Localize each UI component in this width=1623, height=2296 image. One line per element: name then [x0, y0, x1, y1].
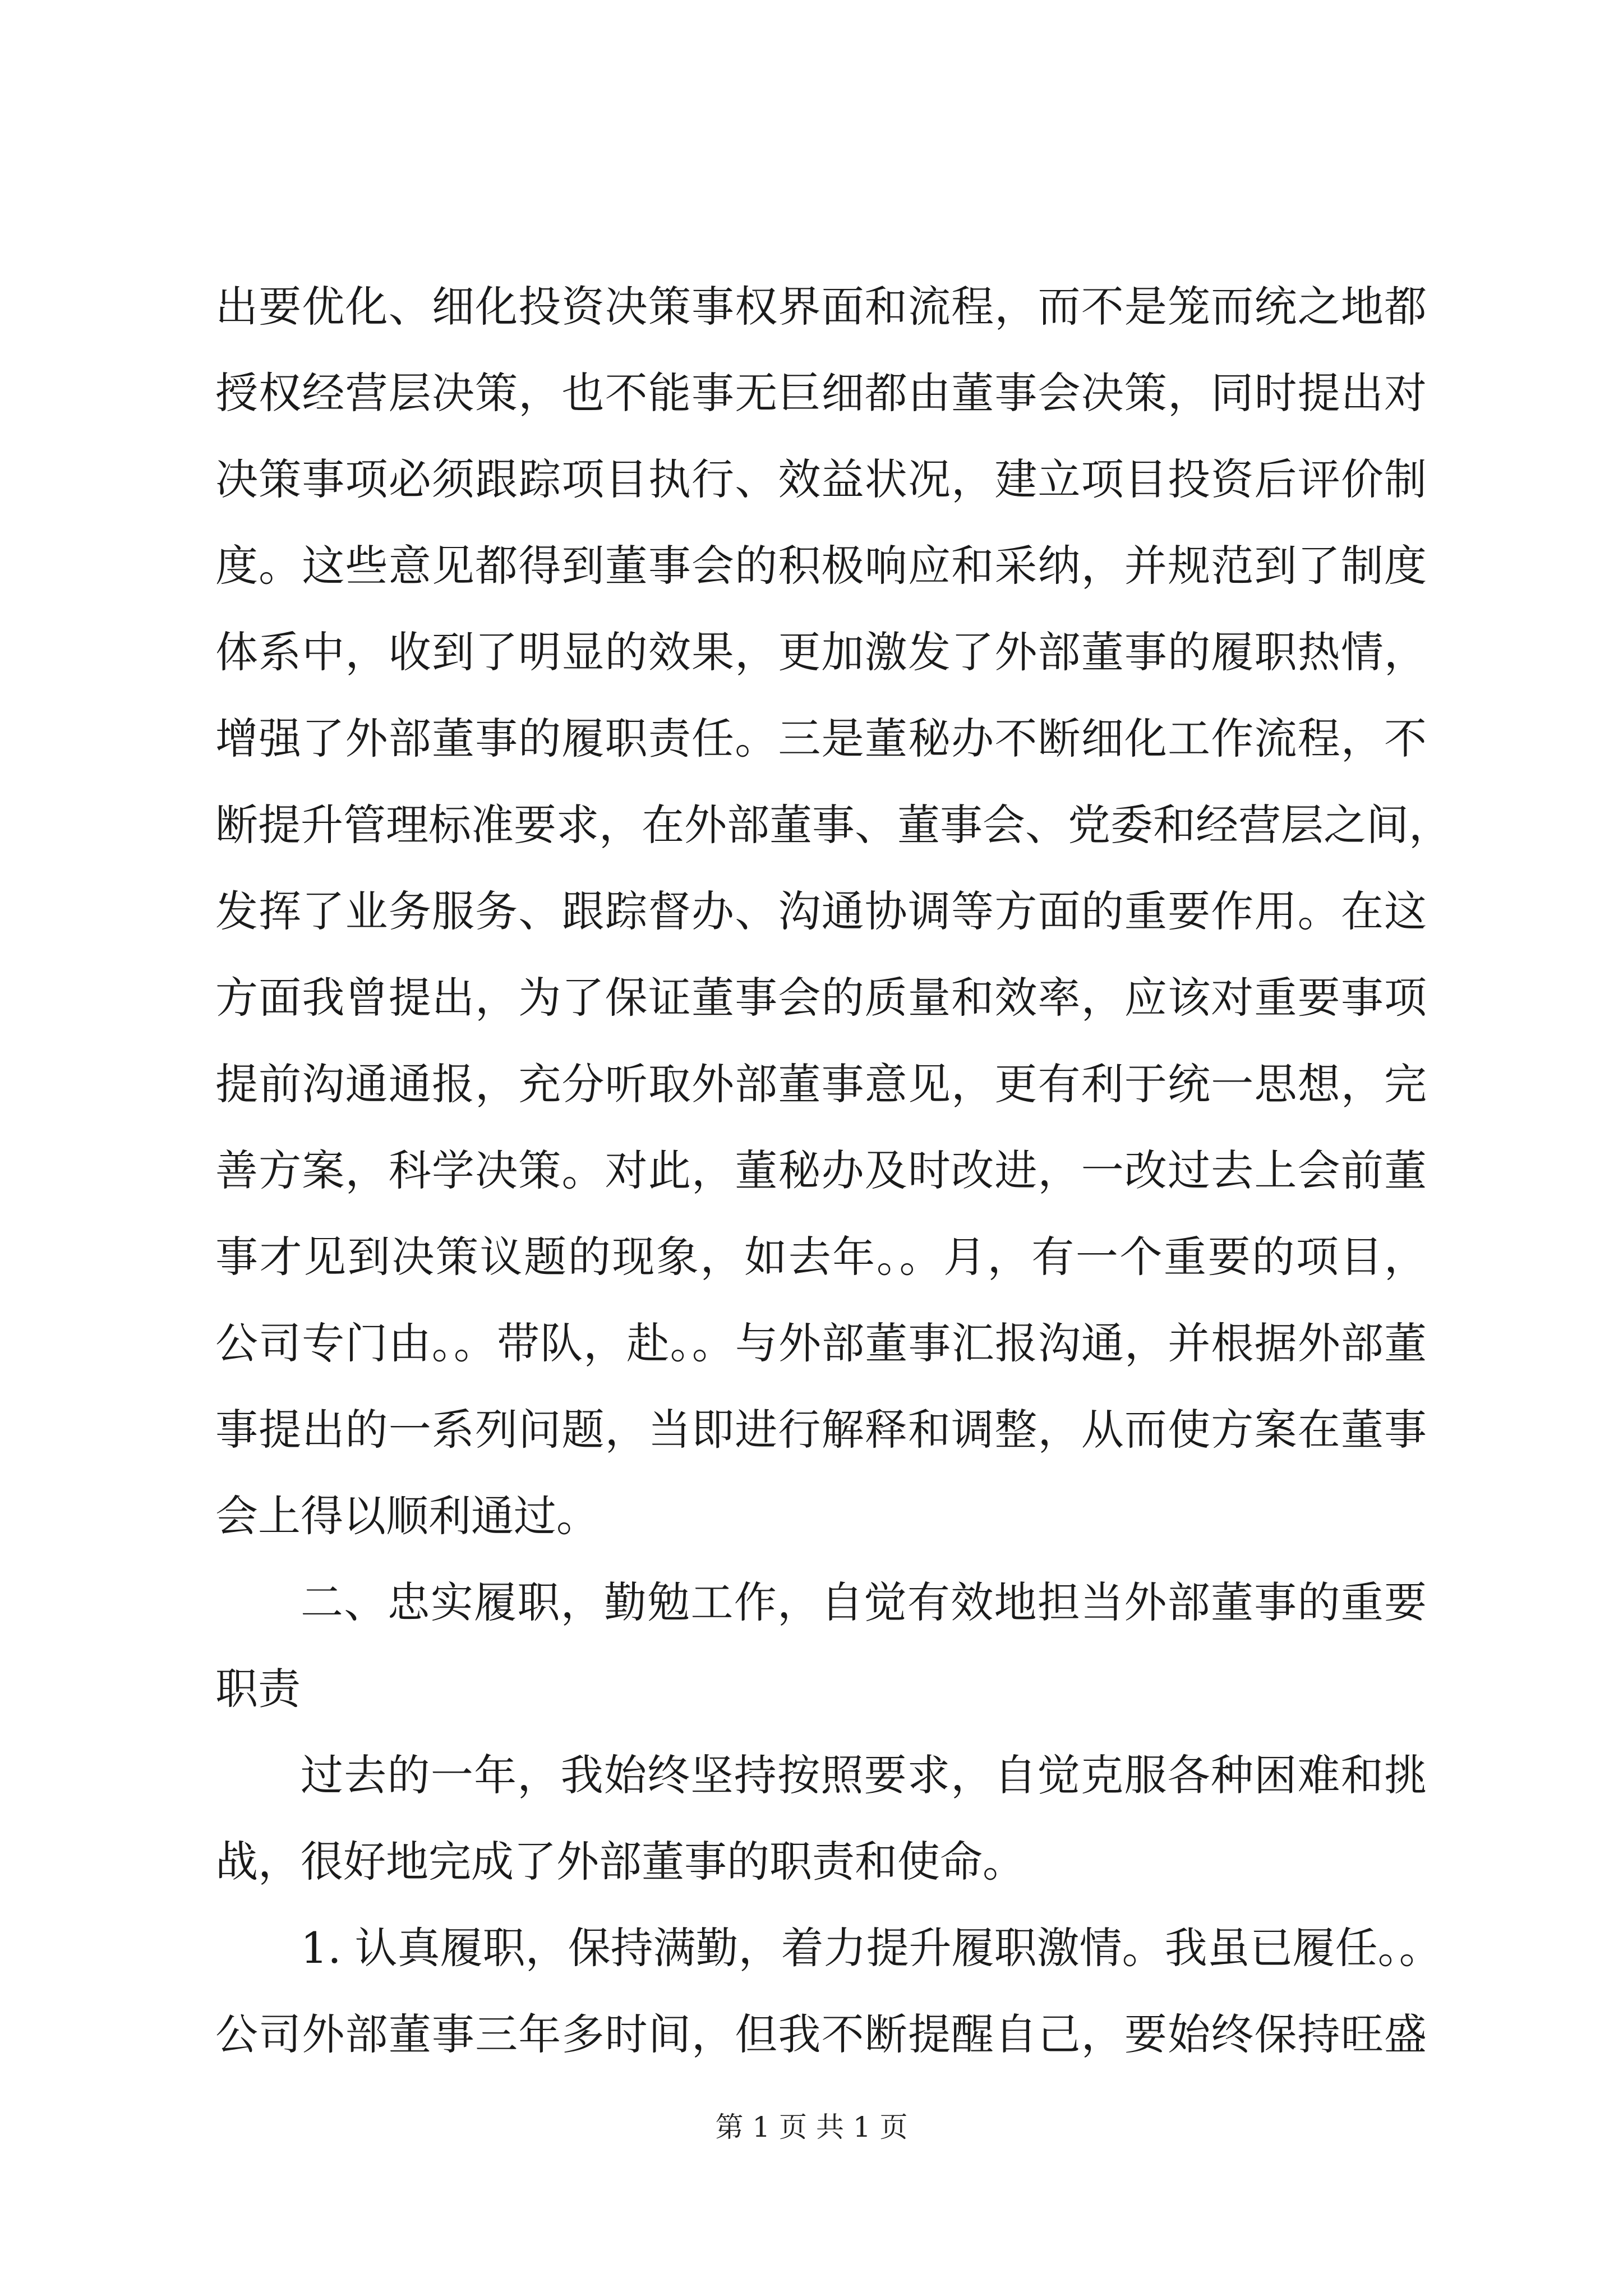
- text-line: 公司专门由。。带队，赴。。与外部董事汇报沟通，并根据外部董: [215, 1318, 1427, 1368]
- text-line: 1. 认真履职，保持满勤，着力提升履职激情。我虽已履任。。: [301, 1923, 1442, 1973]
- section-heading-line: 二、忠实履职，勤勉工作，自觉有效地担当外部董事的重要: [301, 1577, 1427, 1627]
- text-line: 增强了外部董事的履职责任。三是董秘办不断细化工作流程，不: [215, 714, 1427, 763]
- text-line: 会上得以顺利通过。: [215, 1491, 599, 1541]
- page-number-footer: 第 1 页 共 1 页: [715, 2111, 908, 2143]
- text-line: 事提出的一系列问题，当即进行解释和调整，从而使方案在董事: [215, 1405, 1427, 1455]
- body-text: [215, 264, 1451, 2078]
- text-line: 决策事项必须跟踪项目执行、效益状况，建立项目投资后评价制: [215, 454, 1427, 504]
- text-line: 公司外部董事三年多时间，但我不断提醒自己，要始终保持旺盛: [215, 2009, 1427, 2059]
- text-line: 过去的一年，我始终坚持按照要求，自觉克服各种困难和挑: [301, 1750, 1427, 1800]
- text-line: 提前沟通通报，充分听取外部董事意见，更有利于统一思想，完: [215, 1059, 1427, 1109]
- text-line: 发挥了业务服务、跟踪督办、沟通协调等方面的重要作用。在这: [215, 886, 1427, 936]
- text-line: 事才见到决策议题的现象，如去年。。月，有一个重要的项目，: [215, 1232, 1427, 1282]
- text-line: 战，很好地完成了外部董事的职责和使命。: [215, 1837, 1025, 1887]
- text-line: 方面我曾提出，为了保证董事会的质量和效率，应该对重要事项: [215, 973, 1427, 1023]
- text-line: 授权经营层决策，也不能事无巨细都由董事会决策，同时提出对: [215, 368, 1427, 418]
- text-line: 出要优化、细化投资决策事权界面和流程，而不是笼而统之地都: [215, 282, 1427, 332]
- text-line: 度。这些意见都得到董事会的积极响应和采纳，并规范到了制度: [215, 541, 1427, 591]
- text-line: 体系中，收到了明显的效果，更加激发了外部董事的履职热情，: [215, 627, 1427, 677]
- text-line: 断提升管理标准要求，在外部董事、董事会、党委和经营层之间，: [215, 800, 1451, 850]
- section-heading-line: 职责: [215, 1664, 301, 1714]
- text-line: 善方案，科学决策。对此，董秘办及时改进，一改过去上会前董: [215, 1145, 1427, 1195]
